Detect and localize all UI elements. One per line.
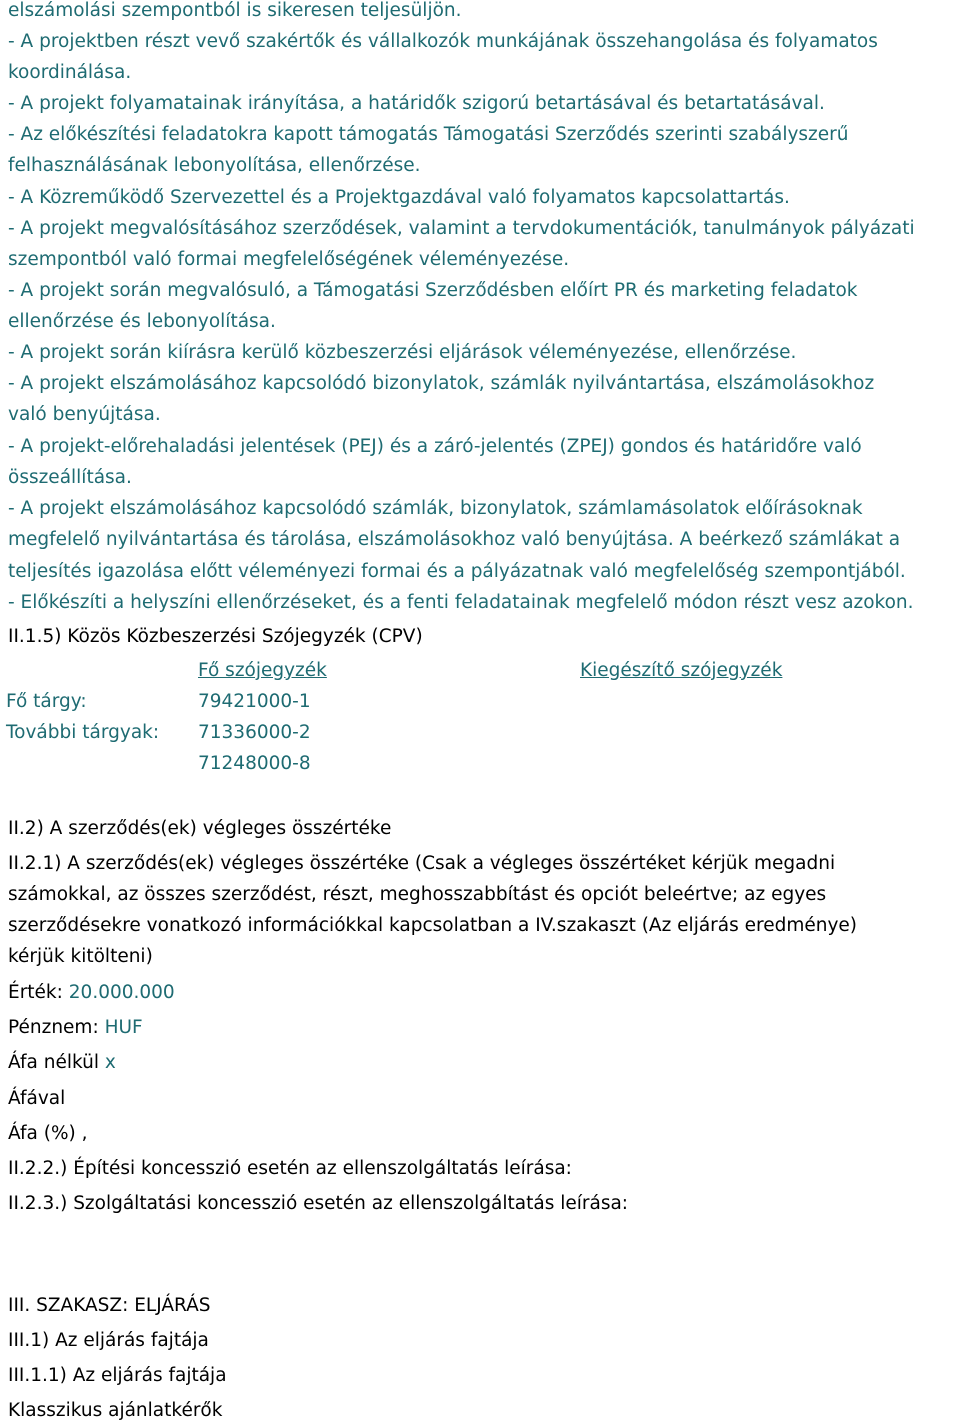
cpv-additional-object-code: 71248000-8 [198,753,311,774]
duty-line: - A projekt elszámolásához kapcsolódó számlák, bizonylatok, számlamásolatok előírásoknak [8,498,863,519]
contract-value-description: számokkal, az összes szerződést, részt, meghosszabbítást és opciót beleértve; az egyes [8,884,827,905]
currency-value: HUF [104,1017,143,1038]
procedure-type-heading: III.1) Az eljárás fajtája [8,1330,209,1351]
duty-line: - A projekt folyamatainak irányítása, a határidők szigorú betartásával és betartatásával. [8,93,825,114]
cpv-main-object-code: 79421000-1 [198,691,311,712]
value-amount: 20.000.000 [68,982,175,1003]
duty-line: való benyújtása. [8,404,161,425]
vat-excluded-label: Áfa nélkül [8,1052,99,1073]
duty-line: felhasználásának lebonyolítása, ellenőrzése. [8,155,421,176]
duty-line: - A projekt elszámolásához kapcsolódó bizonylatok, számlák nyilvántartása, elszámolásokhoz [8,373,875,394]
contract-value-description: II.2.1) A szerződés(ek) végleges összértéke (Csak a végleges összértéket kérjük megadni [8,853,836,874]
cpv-supplementary-vocabulary-header: Kiegészítő szójegyzék [580,660,783,681]
duty-line: elszámolási szempontból is sikeresen teljesüljön. [8,0,462,21]
value-label: Érték: [8,982,63,1003]
works-concession-label: II.2.2.) Építési koncesszió esetén az ellenszolgáltatás leírása: [8,1158,572,1179]
duty-line: - Az előkészítési feladatokra kapott támogatás Támogatási Szerződés szerinti szabályszerű [8,124,849,145]
cpv-additional-object-code: 71336000-2 [198,722,311,743]
duty-line: szempontból való formai megfelelőségének véleményezése. [8,249,570,270]
duty-line: teljesítés igazolása előtt véleményezi formai és a pályázatnak való megfelelőség szempontjából. [8,561,906,582]
vat-percent-label: Áfa (%) , [8,1123,88,1144]
cpv-main-vocabulary-header: Fő szójegyzék [198,660,327,681]
currency-row [8,1017,143,1039]
duty-line: - A projekt során kiírásra kerülő közbeszerzési eljárások véleményezése, ellenőrzése. [8,342,797,363]
vat-excluded-row [8,1052,116,1074]
duty-line: - A projekt során megvalósuló, a Támogatási Szerződésben előírt PR és marketing feladatok [8,280,858,301]
value-row [8,982,175,1004]
procedure-type-value: Klasszikus ajánlatkérők [8,1400,223,1421]
duty-line: megfelelő nyilvántartása és tárolása, elszámolásokhoz való benyújtása. A beérkező számlákat a [8,529,901,550]
duty-line: ellenőrzése és lebonyolítása. [8,311,276,332]
services-concession-label: II.2.3.) Szolgáltatási koncesszió esetén az ellenszolgáltatás leírása: [8,1193,629,1214]
vat-included-label: Áfával [8,1088,66,1109]
contract-value-description: kérjük kitölteni) [8,946,153,967]
section-heading-procedure: III. SZAKASZ: ELJÁRÁS [8,1295,211,1316]
duty-line: - A projekt-előrehaladási jelentések (PEJ) és a záró-jelentés (ZPEJ) gondos és határidőre való [8,436,862,457]
cpv-heading: II.1.5) Közös Közbeszerzési Szójegyzék (CPV) [8,626,423,647]
vat-excluded-mark: x [104,1052,116,1073]
cpv-additional-objects-label: További tárgyak: [6,722,160,743]
duty-line: koordinálása. [8,62,132,83]
duty-line: összeállítása. [8,467,132,488]
duty-line: - A projekt megvalósításához szerződések, valamint a tervdokumentációk, tanulmányok pályázati [8,218,915,239]
duty-line: - A Közreműködő Szervezettel és a Projektgazdával való folyamatos kapcsolattartás. [8,187,790,208]
duty-line: - A projektben részt vevő szakértők és vállalkozók munkájának összehangolása és folyamatos [8,31,878,52]
duty-line: - Előkészíti a helyszíni ellenőrzéseket, és a fenti feladatainak megfelelő módon részt vesz azokon. [8,592,914,613]
procedure-type-subheading: III.1.1) Az eljárás fajtája [8,1365,227,1386]
section-heading-contract-value: II.2) A szerződés(ek) végleges összértéke [8,818,392,839]
cpv-main-object-label: Fő tárgy: [6,691,87,712]
currency-label: Pénznem: [8,1017,99,1038]
contract-value-description: szerződésekre vonatkozó információkkal kapcsolatban a IV.szakaszt (Az eljárás eredménye) [8,915,858,936]
